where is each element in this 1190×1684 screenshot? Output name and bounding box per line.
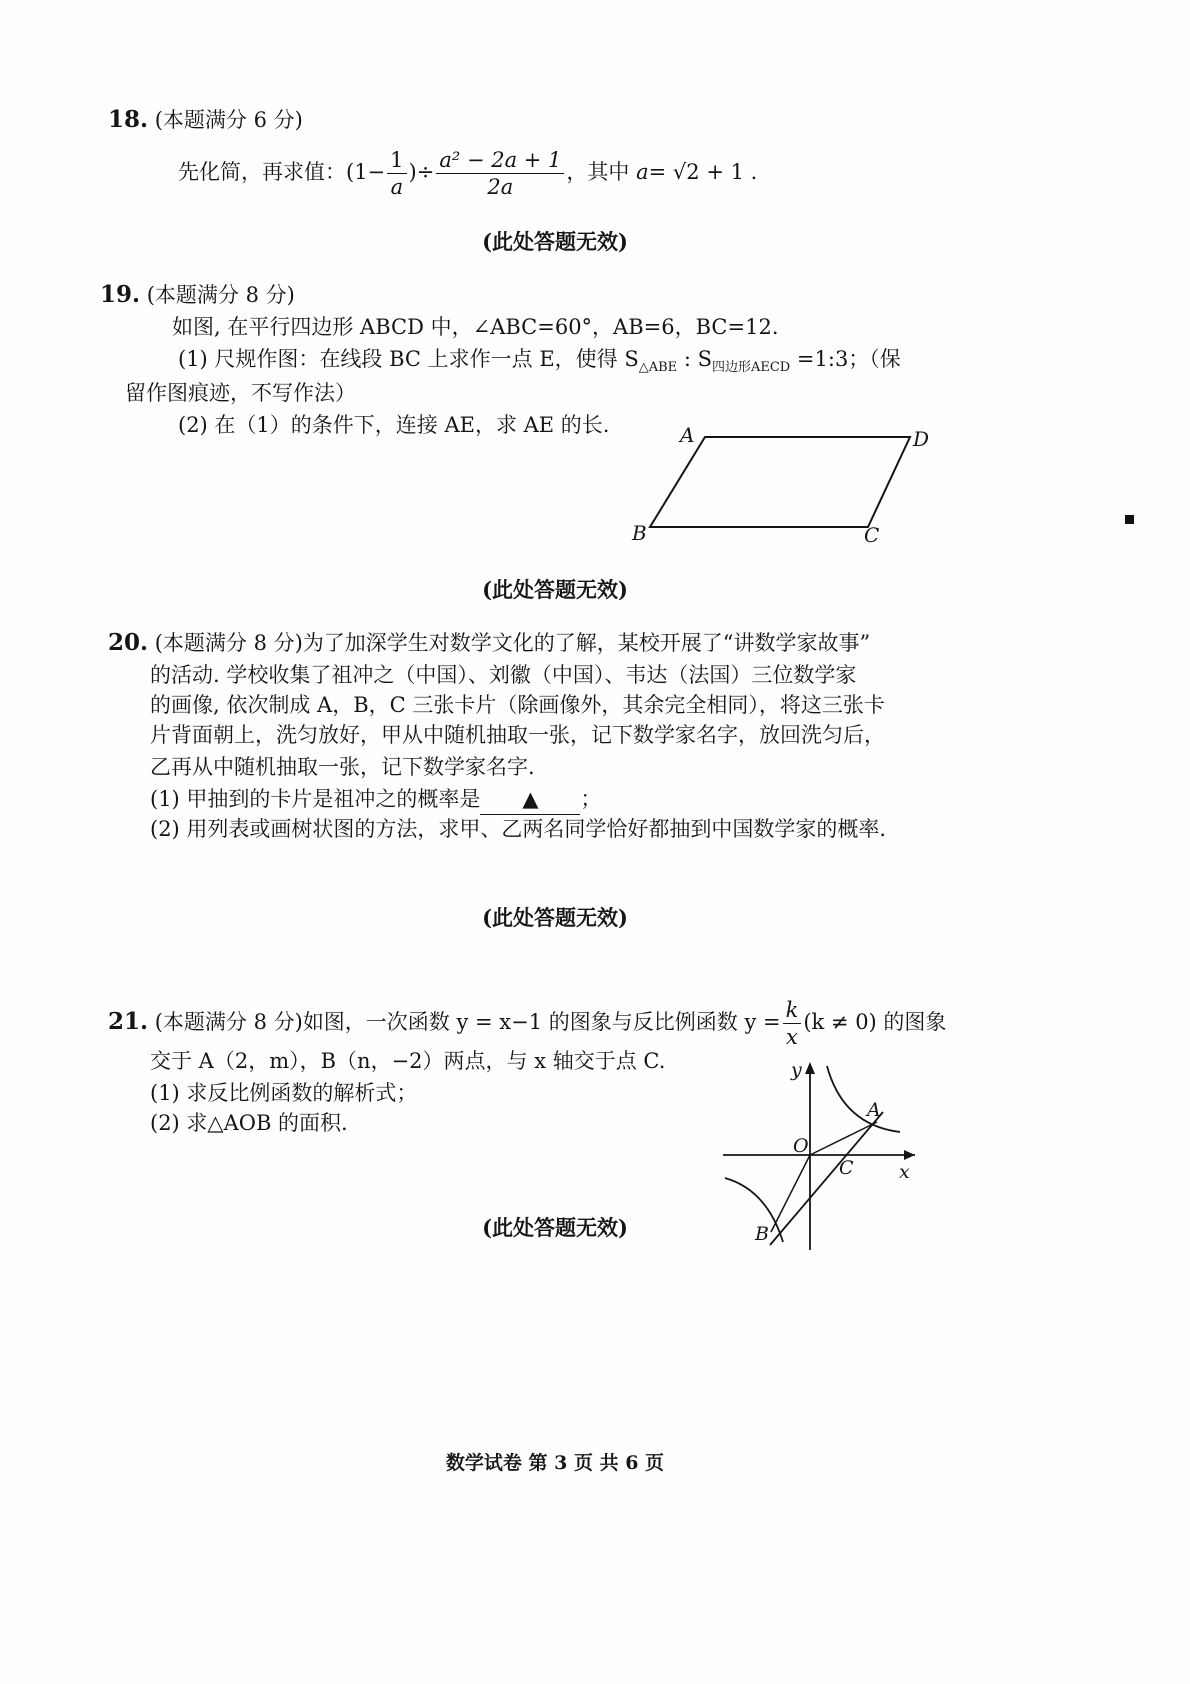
q21-text-a: 如图，一次函数 y = x−1 的图象与反比例函数 y =: [302, 1010, 781, 1034]
q20-part2: (2) 用列表或画树状图的方法，求甲、乙两名同学恰好都抽到中国数学家的概率.: [150, 817, 887, 841]
q20-part1-text: (1) 甲抽到的卡片是祖冲之的概率是: [150, 787, 481, 811]
q18-invalid-note: (此处答题无效): [482, 229, 628, 254]
q19-line3: 留作图痕迹，不写作法）: [125, 381, 356, 405]
q18-expr-mid: )÷: [408, 160, 435, 184]
q21-frac-den: x: [786, 1025, 798, 1049]
q21-number: 21.: [108, 1008, 149, 1035]
q21-text-b: (k ≠ 0) 的图象: [803, 1010, 947, 1034]
graph-label-c: C: [839, 1157, 854, 1179]
q20-line1: [108, 628, 870, 658]
q19-line2-a: (1) 尺规作图：在线段 BC 上求作一点 E，使得 S: [178, 347, 639, 371]
parallelogram-abcd: [650, 437, 910, 527]
q21-fraction: [783, 997, 802, 1050]
q19-sub1: △ABE: [638, 360, 678, 376]
q19-mid: : S: [677, 347, 712, 371]
graph-label-a: A: [867, 1099, 881, 1121]
q20-score: (本题满分 8 分): [154, 631, 303, 655]
q18-frac1-den: a: [390, 175, 404, 199]
q18-fraction-1: [387, 147, 406, 200]
q20-invalid-note: (此处答题无效): [482, 905, 628, 930]
q20-line4: 片背面朝上，洗匀放好，甲从中随机抽取一张，记下数学家名字，放回洗匀后，: [150, 723, 885, 747]
q18-prefix: 先化简，再求值：: [178, 160, 346, 184]
label-b: B: [632, 521, 647, 545]
q21-score: (本题满分 8 分): [154, 1010, 303, 1034]
q19-line2-b: =1:3；（保: [790, 347, 901, 371]
q20-line5: 乙再从中随机抽取一张，记下数学家名字.: [150, 755, 535, 779]
q18-number: 18.: [108, 106, 149, 133]
q19-score: (本题满分 8 分): [146, 283, 295, 307]
q21-frac-num: k: [783, 997, 802, 1024]
graph-label-x: x: [899, 1161, 910, 1183]
q19-sub2: 四边形AECD: [711, 360, 791, 376]
q19-line1: 如图, 在平行四边形 ABCD 中，∠ABC=60°，AB=6，BC=12.: [172, 315, 779, 339]
margin-mark: [1125, 515, 1134, 524]
q19-invalid-note: (此处答题无效): [482, 577, 628, 602]
q20-text-1: 为了加深学生对数学文化的了解，某校开展了“讲数学家故事”: [302, 631, 871, 655]
q18-value: = √2 + 1 .: [648, 160, 758, 184]
label-a: A: [680, 423, 695, 447]
q18-frac1-num: 1: [387, 147, 406, 174]
q21-line1: [108, 996, 946, 1050]
x-axis-arrow: [904, 1150, 915, 1160]
q19-header: [100, 280, 295, 310]
label-c: C: [864, 523, 880, 547]
parallelogram-figure: [620, 420, 940, 550]
q20-line2: 的活动. 学校收集了祖冲之（中国）、刘徽（中国）、韦达（法国）三位数学家: [150, 663, 857, 687]
segment-oa: [810, 1122, 877, 1155]
q19-line4: (2) 在（1）的条件下，连接 AE，求 AE 的长.: [178, 413, 610, 437]
q18-suffix: ，其中: [566, 160, 630, 184]
q19-number: 19.: [100, 281, 141, 308]
q21-part1: (1) 求反比例函数的解析式；: [150, 1081, 418, 1105]
q18-frac2-num: a² − 2a + 1: [436, 147, 564, 174]
q18-fraction-2: [436, 147, 564, 200]
q18-expression: [178, 146, 757, 200]
q21-line2: 交于 A（2，m），B（n，−2）两点，与 x 轴交于点 C.: [150, 1049, 666, 1073]
q18-expr-open: (1−: [346, 160, 386, 184]
q20-answer-blank: ▲: [480, 784, 580, 815]
label-d: D: [913, 427, 930, 451]
q18-frac2-den: 2a: [487, 175, 514, 199]
q18-var: a: [636, 160, 649, 184]
y-axis-arrow: [805, 1062, 815, 1074]
hyperbola-branch-1: [827, 1066, 900, 1132]
q20-part1: [150, 784, 601, 815]
q21-invalid-note: (此处答题无效): [482, 1215, 628, 1240]
page-footer: 数学试卷 第 3 页 共 6 页: [445, 1452, 665, 1474]
q18-header: [108, 105, 303, 135]
graph-label-o: O: [793, 1135, 809, 1157]
q21-part2: (2) 求△AOB 的面积.: [150, 1111, 348, 1135]
q18-score: (本题满分 6 分): [154, 108, 303, 132]
q20-part1-end: ；: [580, 787, 602, 811]
q20-number: 20.: [108, 629, 149, 656]
q20-line3: 的画像, 依次制成 A，B，C 三张卡片（除画像外，其余完全相同），将这三张卡: [150, 693, 885, 717]
graph-label-y: y: [791, 1059, 802, 1081]
graph-label-b: B: [755, 1223, 769, 1245]
